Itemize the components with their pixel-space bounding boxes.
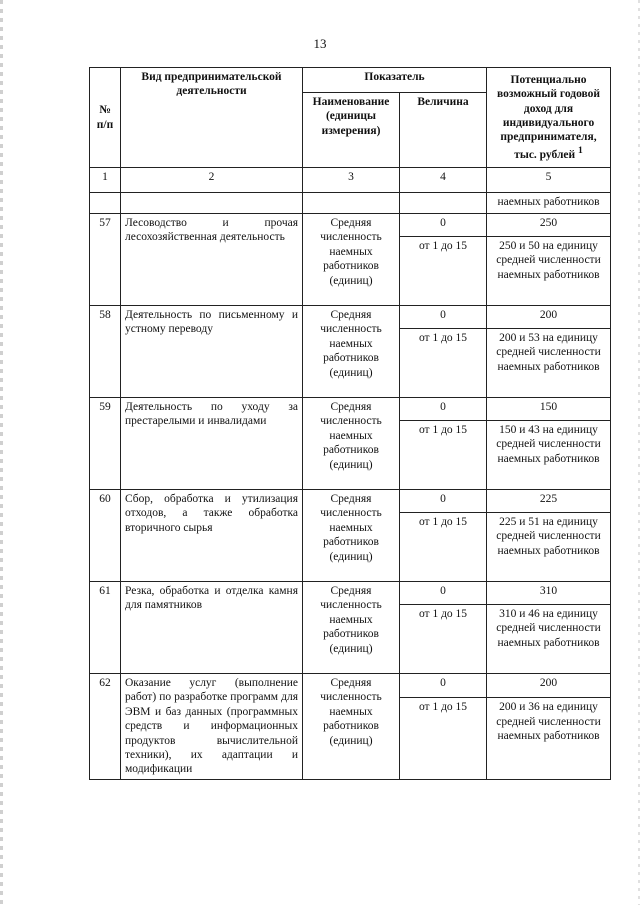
income-cell: 225 и 51 на единицу средней численности наемных работников bbox=[487, 513, 611, 582]
row-number: 61 bbox=[90, 582, 121, 674]
indicator-value-cell: 0 bbox=[400, 214, 487, 237]
table-row bbox=[90, 398, 611, 421]
table-row bbox=[90, 306, 611, 329]
indicator-name-cell: Средняя численность наемных работников (единиц) bbox=[303, 398, 400, 490]
row-number: 60 bbox=[90, 490, 121, 582]
column-number: 4 bbox=[400, 168, 487, 193]
indicator-value-cell: от 1 до 15 bbox=[400, 237, 487, 306]
indicator-name-cell: Средняя численность наемных работников (единиц) bbox=[303, 674, 400, 780]
income-cell: 200 bbox=[487, 306, 611, 329]
indicator-name-cell: Средняя численность наемных работников (единиц) bbox=[303, 214, 400, 306]
indicator-value-cell: 0 bbox=[400, 674, 487, 698]
indicator-value-cell: 0 bbox=[400, 398, 487, 421]
page-number: 13 bbox=[313, 36, 327, 51]
header-row-1 bbox=[90, 68, 611, 93]
header-activity: Вид предпринимательской деятельности bbox=[121, 68, 303, 168]
header-indicator-name: Наименование (единицы измерения) bbox=[303, 93, 400, 168]
column-number: 3 bbox=[303, 168, 400, 193]
activity-cell: Деятельность по письменному и устному переводу bbox=[121, 306, 303, 398]
income-cell: 150 и 43 на единицу средней численности наемных работников bbox=[487, 421, 611, 490]
indicator-value-cell: 0 bbox=[400, 582, 487, 605]
header-income-footnote: 1 bbox=[578, 144, 583, 156]
income-cell: 310 bbox=[487, 582, 611, 605]
income-cell: 150 bbox=[487, 398, 611, 421]
column-number: 1 bbox=[90, 168, 121, 193]
indicator-value-cell: от 1 до 15 bbox=[400, 329, 487, 398]
continuation-row bbox=[90, 193, 611, 214]
activity-cell: Лесоводство и прочая лесохозяйственная деятельность bbox=[121, 214, 303, 306]
income-cell: 200 и 36 на единицу средней численности наемных работников bbox=[487, 698, 611, 779]
indicator-value-cell: 0 bbox=[400, 490, 487, 513]
income-cell: 250 bbox=[487, 214, 611, 237]
income-cell: 310 и 46 на единицу средней численности наемных работников bbox=[487, 605, 611, 674]
indicator-value-cell: 0 bbox=[400, 306, 487, 329]
activity-cell: Сбор, обработка и утилизация отходов, а также обработка вторичного сырья bbox=[121, 490, 303, 582]
table-row bbox=[90, 674, 611, 698]
indicator-value-cell: от 1 до 15 bbox=[400, 513, 487, 582]
indicator-value-cell: от 1 до 15 bbox=[400, 421, 487, 490]
activity-cell: Деятельность по уходу за престарелыми и инвалидами bbox=[121, 398, 303, 490]
scan-edge-left bbox=[0, 0, 3, 905]
income-table bbox=[89, 67, 611, 780]
activity-cell: Резка, обработка и отделка камня для памятников bbox=[121, 582, 303, 674]
column-number: 2 bbox=[121, 168, 303, 193]
indicator-name-cell: Средняя численность наемных работников (единиц) bbox=[303, 582, 400, 674]
activity-cell: Оказание услуг (выполнение работ) по разработке программ для ЭВМ и баз данных (программных средств и информационных продуктов вычислительной техники), их адаптации и модификации bbox=[121, 674, 303, 780]
table-row bbox=[90, 582, 611, 605]
header-indicator-value: Величина bbox=[400, 93, 487, 168]
indicator-value-cell: от 1 до 15 bbox=[400, 605, 487, 674]
header-income-text: Потенциально возможный годовой доход для индивидуального предпринимателя, тыс. рублей bbox=[496, 73, 601, 161]
indicator-value-cell: от 1 до 15 bbox=[400, 698, 487, 779]
continuation-text: наемных работников bbox=[487, 193, 611, 214]
header-income bbox=[487, 68, 611, 168]
income-cell: 200 и 53 на единицу средней численности наемных работников bbox=[487, 329, 611, 398]
income-cell: 200 bbox=[487, 674, 611, 698]
income-cell: 250 и 50 на единицу средней численности наемных работников bbox=[487, 237, 611, 306]
row-number: 57 bbox=[90, 214, 121, 306]
indicator-name-cell: Средняя численность наемных работников (единиц) bbox=[303, 306, 400, 398]
indicator-name-cell: Средняя численность наемных работников (единиц) bbox=[303, 490, 400, 582]
income-cell: 225 bbox=[487, 490, 611, 513]
header-no: № п/п bbox=[90, 68, 121, 168]
column-number: 5 bbox=[487, 168, 611, 193]
table-row bbox=[90, 214, 611, 237]
table-row bbox=[90, 490, 611, 513]
column-number-row bbox=[90, 168, 611, 193]
row-number: 59 bbox=[90, 398, 121, 490]
header-indicator: Показатель bbox=[303, 68, 487, 93]
row-number: 58 bbox=[90, 306, 121, 398]
row-number: 62 bbox=[90, 674, 121, 780]
